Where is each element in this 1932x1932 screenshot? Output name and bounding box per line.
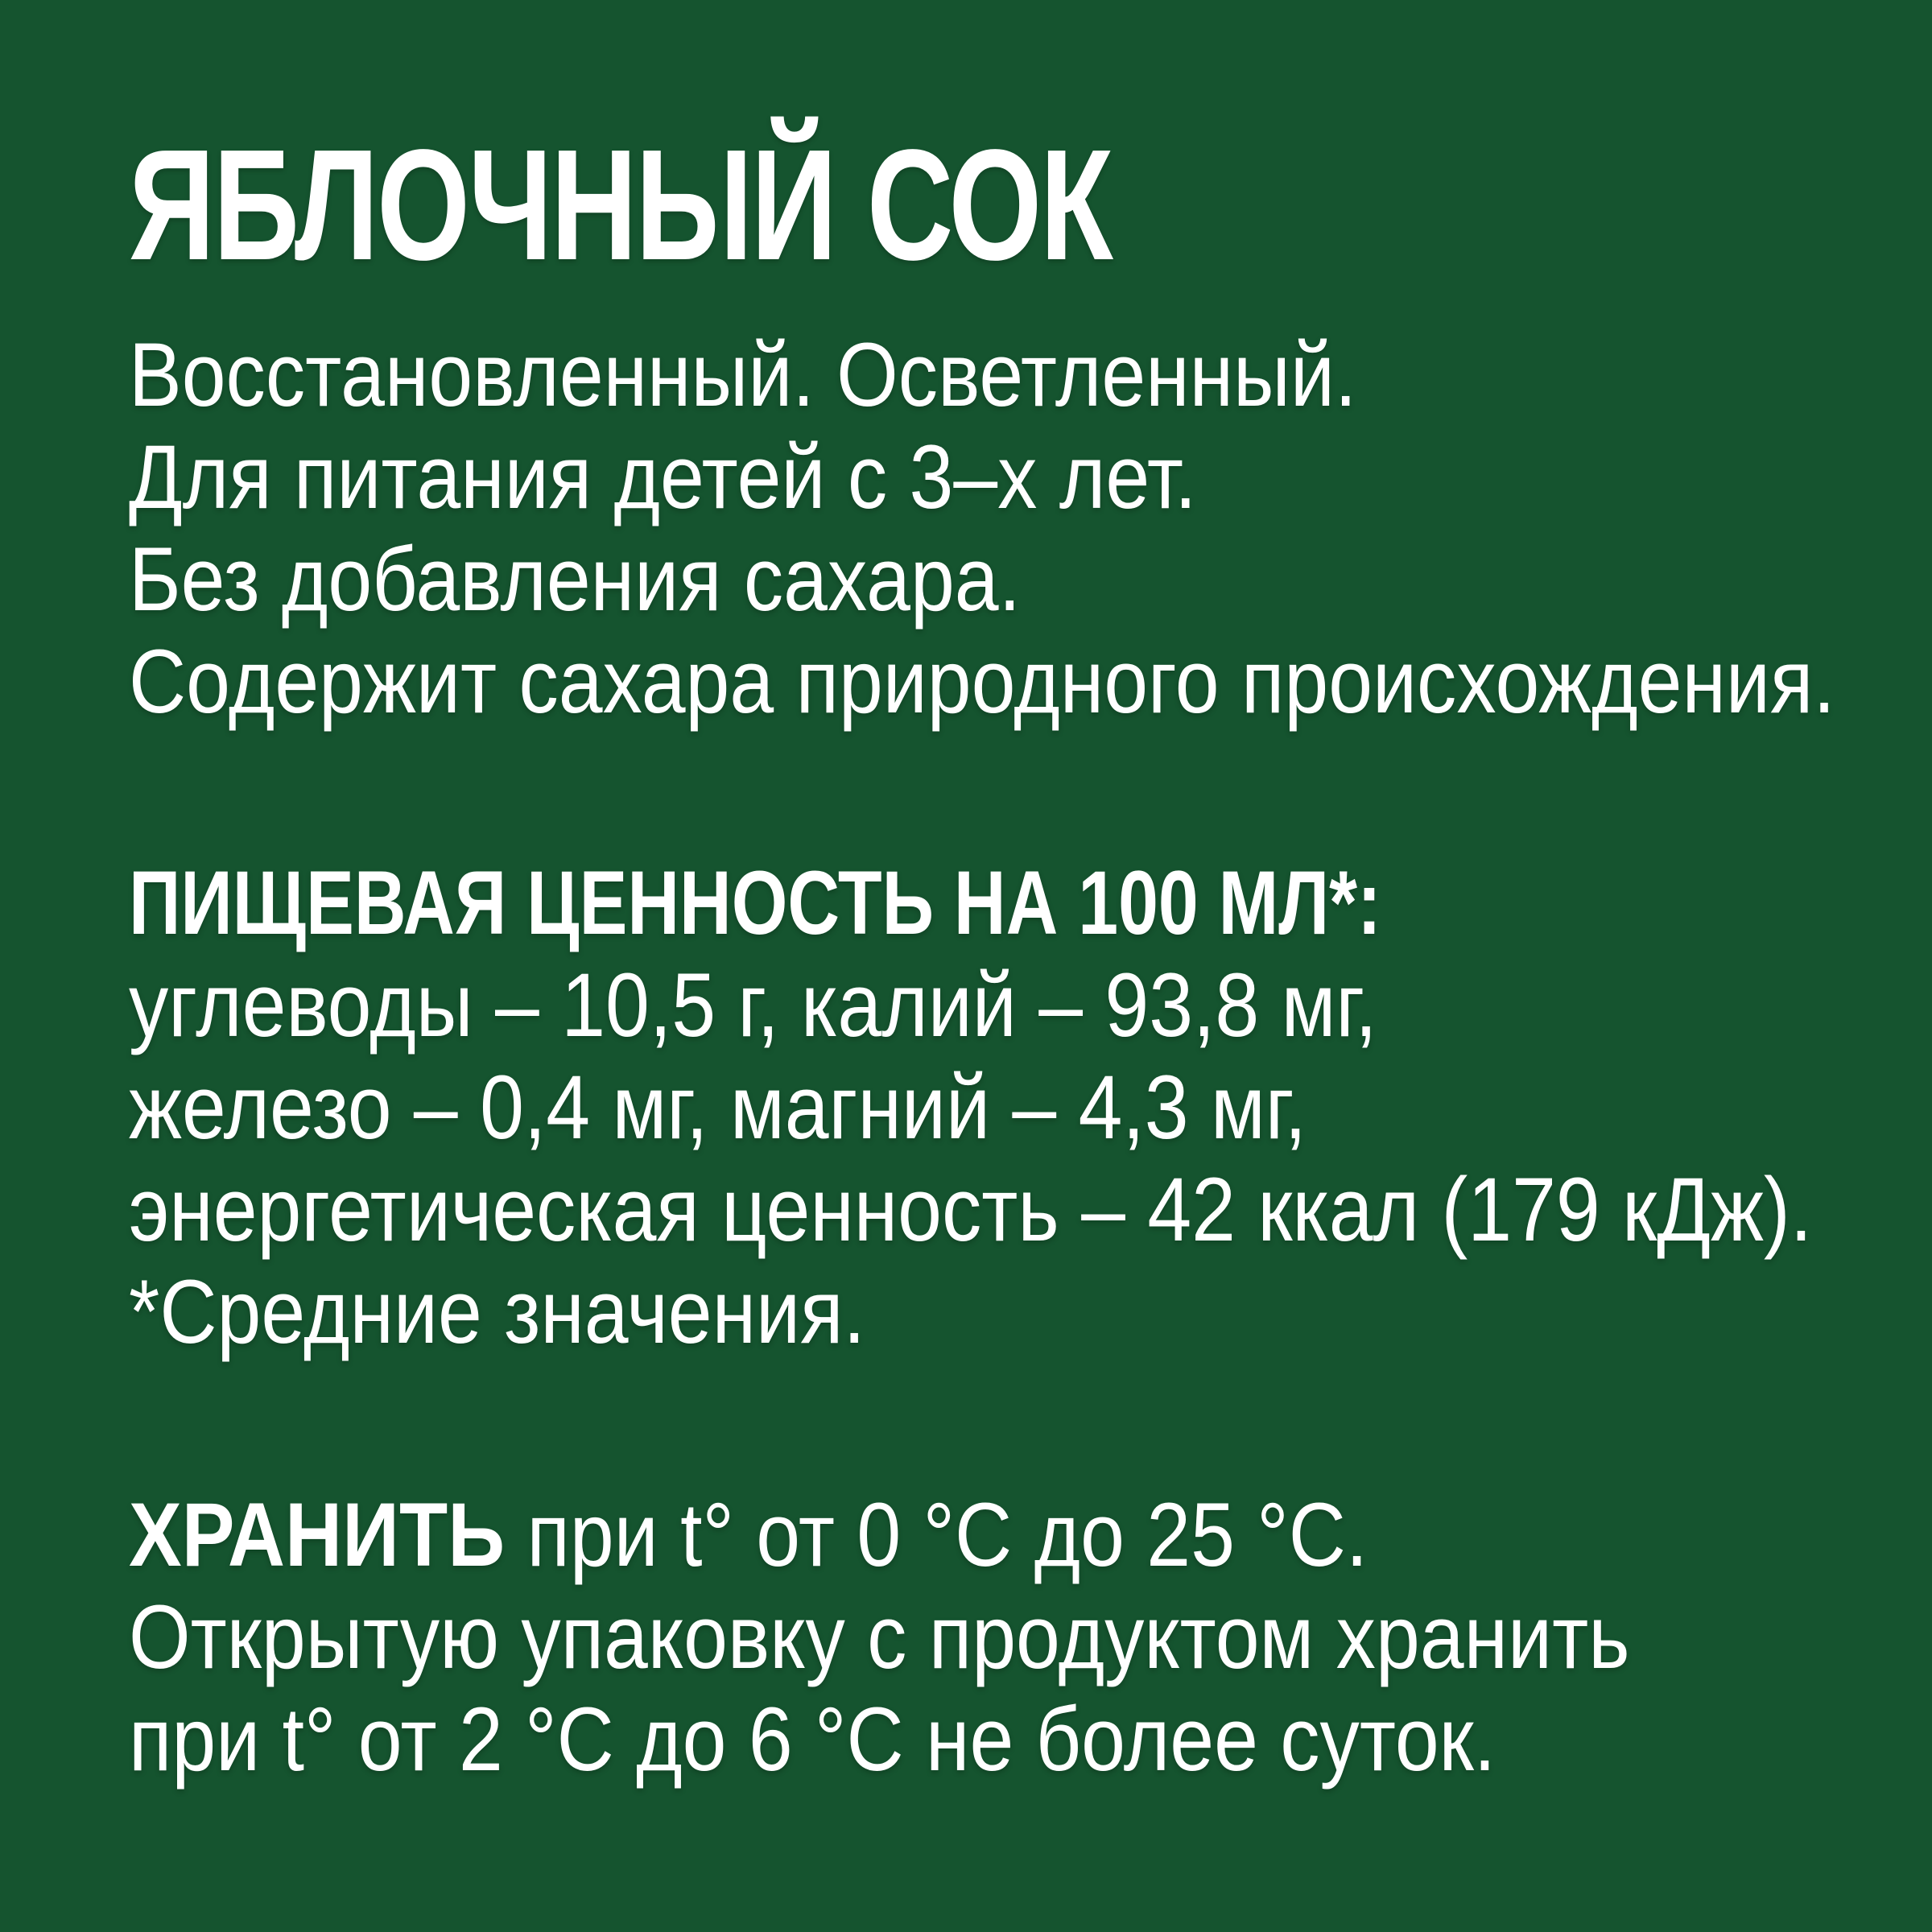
storage-line-2: Открытую упаковку с продуктом хранить bbox=[129, 1587, 1630, 1687]
nutrition-section bbox=[129, 852, 1932, 1363]
storage-temperature-range: при t° от 0 °С до 25 °С. bbox=[505, 1484, 1368, 1585]
storage-keyword: ХРАНИТЬ bbox=[129, 1484, 506, 1585]
product-description-line: Содержит сахара природного происхождения. bbox=[129, 631, 1835, 732]
nutrition-line-iron-magnesium: железо – 0,4 мг, магний – 4,3 мг, bbox=[129, 1057, 1307, 1158]
product-intro-section bbox=[129, 117, 1932, 733]
storage-section bbox=[129, 1484, 1932, 1790]
storage-line-1 bbox=[129, 1484, 1715, 1586]
product-description-line: Для питания детей с 3–х лет. bbox=[129, 427, 1197, 527]
product-title: ЯБЛОЧНЫЙ СОК bbox=[129, 117, 1112, 293]
nutrition-line-carbs-potassium: углеводы – 10,5 г, калий – 93,8 мг, bbox=[129, 955, 1377, 1055]
nutrition-line-energy: энергетическая ценность – 42 ккал (179 кДж). bbox=[129, 1159, 1813, 1260]
nutrition-heading: ПИЩЕВАЯ ЦЕННОСТЬ НА 100 МЛ*: bbox=[129, 852, 1381, 953]
nutrition-footnote: *Средние значения. bbox=[129, 1261, 865, 1362]
product-description-line: Восстановленный. Осветленный. bbox=[129, 324, 1357, 425]
storage-line-3: при t° от 2 °С до 6 °С не более суток. bbox=[129, 1689, 1496, 1790]
product-description-line: Без добавления сахара. bbox=[129, 529, 1021, 630]
